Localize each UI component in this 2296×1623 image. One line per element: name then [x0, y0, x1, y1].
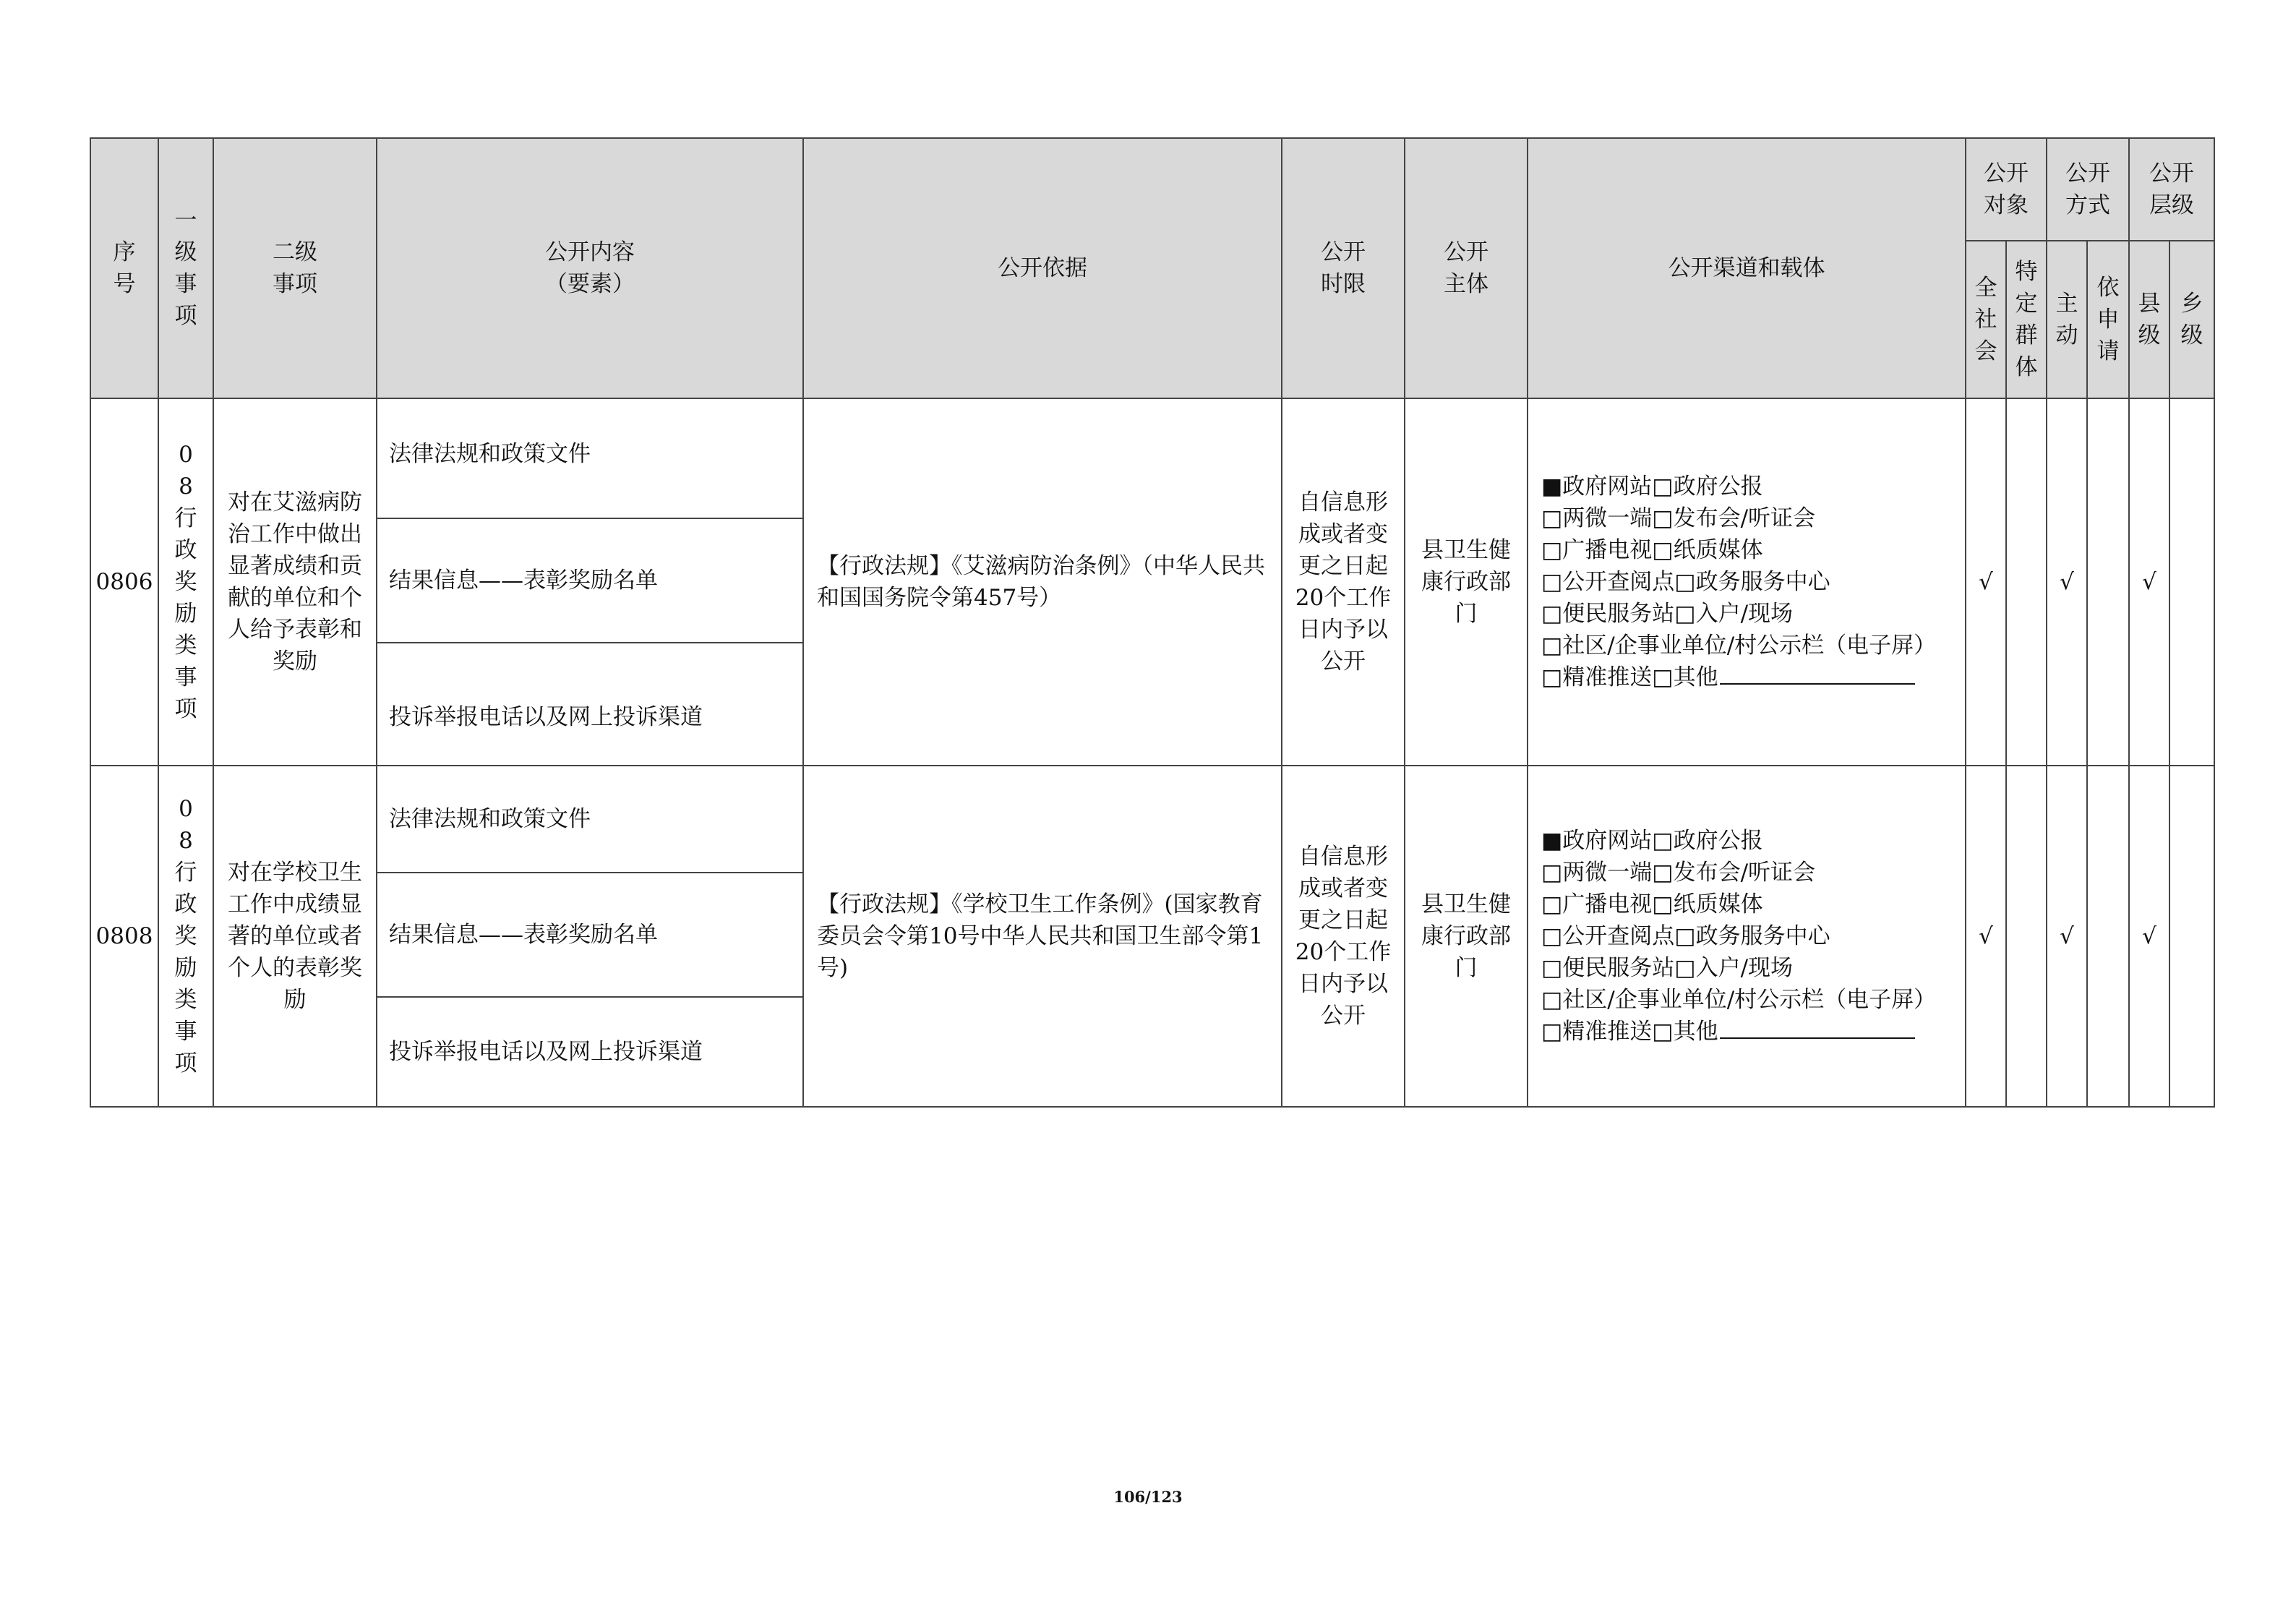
row-time-limit: 自信息形成或者变更之日起20个工作日内予以公开	[1282, 766, 1405, 1107]
header-target: 公开对象	[1966, 138, 2047, 241]
check-level-county: √	[2129, 766, 2169, 1107]
header-subject: 公开主体	[1405, 138, 1528, 398]
channel-option: □便民服务站□入户/现场	[1541, 601, 1794, 627]
check-target-specific	[2006, 766, 2047, 1107]
header-content: 公开内容 （要素）	[377, 138, 803, 398]
check-method-request	[2087, 398, 2129, 766]
channel-option: □社区/企事业单位/村公示栏（电子屏）	[1541, 987, 1937, 1013]
check-target-specific	[2006, 398, 2047, 766]
check-method-active: √	[2047, 398, 2087, 766]
row-content-item: 投诉举报电话以及网上投诉渠道	[377, 997, 803, 1107]
header-method-active: 主动	[2047, 241, 2087, 398]
channel-option: □广播电视□纸质媒体	[1541, 537, 1763, 563]
header-level1: 一级事项	[158, 138, 213, 398]
disclosure-table	[90, 137, 2215, 1108]
row-basis: 【行政法规】《艾滋病防治条例》（中华人民共和国国务院令第457号）	[803, 398, 1282, 766]
channel-option: □两微一端□发布会/听证会	[1541, 860, 1816, 886]
check-level-county: √	[2129, 398, 2169, 766]
row-content-item: 法律法规和政策文件	[377, 766, 803, 873]
check-method-request	[2087, 766, 2129, 1107]
other-blank-line	[1720, 661, 1915, 685]
row-subject: 县卫生健康行政部门	[1405, 398, 1528, 766]
page-number: 106/123	[1113, 1488, 1183, 1506]
row-seq: 0806	[90, 398, 158, 766]
channel-option: ■政府网站□政府公报	[1541, 828, 1763, 854]
channel-option: □公开查阅点□政务服务中心	[1541, 569, 1830, 595]
row-level2: 对在学校卫生工作中成绩显著的单位或者个人的表彰奖励	[213, 766, 377, 1107]
table-row	[90, 766, 2214, 873]
channel-option: □两微一端□发布会/听证会	[1541, 505, 1816, 531]
check-target-all: √	[1966, 766, 2006, 1107]
row-basis: 【行政法规】《学校卫生工作条例》(国家教育委员会令第10号中华人民共和国卫生部令第1号)	[803, 766, 1282, 1107]
header-target-specific: 特定群体	[2006, 241, 2047, 398]
channel-option-other: □精准推送□其他	[1541, 1016, 1952, 1048]
check-level-township	[2169, 398, 2214, 766]
header-channels: 公开渠道和载体	[1528, 138, 1966, 398]
channel-option: □便民服务站□入户/现场	[1541, 955, 1794, 981]
row-level1: 08行政奖励类事项	[158, 398, 213, 766]
header-level-township: 乡级	[2169, 241, 2214, 398]
row-content-item: 结果信息——表彰奖励名单	[377, 873, 803, 997]
row-content-item: 法律法规和政策文件	[377, 398, 803, 518]
row-time-limit: 自信息形成或者变更之日起20个工作日内予以公开	[1282, 398, 1405, 766]
channel-option: □公开查阅点□政务服务中心	[1541, 923, 1830, 949]
check-target-all: √	[1966, 398, 2006, 766]
header-level2: 二级事项	[213, 138, 377, 398]
channel-option: ■政府网站□政府公报	[1541, 474, 1763, 500]
channel-option: □社区/企事业单位/村公示栏（电子屏）	[1541, 633, 1937, 659]
header-level-county: 县级	[2129, 241, 2169, 398]
row-content-item: 结果信息——表彰奖励名单	[377, 518, 803, 643]
other-blank-line	[1720, 1016, 1915, 1039]
channel-option: □广播电视□纸质媒体	[1541, 891, 1763, 917]
header-method: 公开方式	[2047, 138, 2129, 241]
row-level2: 对在艾滋病防治工作中做出显著成绩和贡献的单位和个人给予表彰和奖励	[213, 398, 377, 766]
row-content-item: 投诉举报电话以及网上投诉渠道	[377, 643, 803, 766]
channel-option-other: □精准推送□其他	[1541, 661, 1952, 693]
header-level: 公开层级	[2129, 138, 2214, 241]
header-basis: 公开依据	[803, 138, 1282, 398]
table-row	[90, 398, 2214, 518]
header-method-request: 依申请	[2087, 241, 2129, 398]
header-target-all: 全社会	[1966, 241, 2006, 398]
row-level1: 08行政奖励类事项	[158, 766, 213, 1107]
row-subject: 县卫生健康行政部门	[1405, 766, 1528, 1107]
header-time-limit: 公开时限	[1282, 138, 1405, 398]
row-channels	[1528, 398, 1966, 766]
check-method-active: √	[2047, 766, 2087, 1107]
header-seq: 序号	[90, 138, 158, 398]
row-channels	[1528, 766, 1966, 1107]
check-level-township	[2169, 766, 2214, 1107]
row-seq: 0808	[90, 766, 158, 1107]
